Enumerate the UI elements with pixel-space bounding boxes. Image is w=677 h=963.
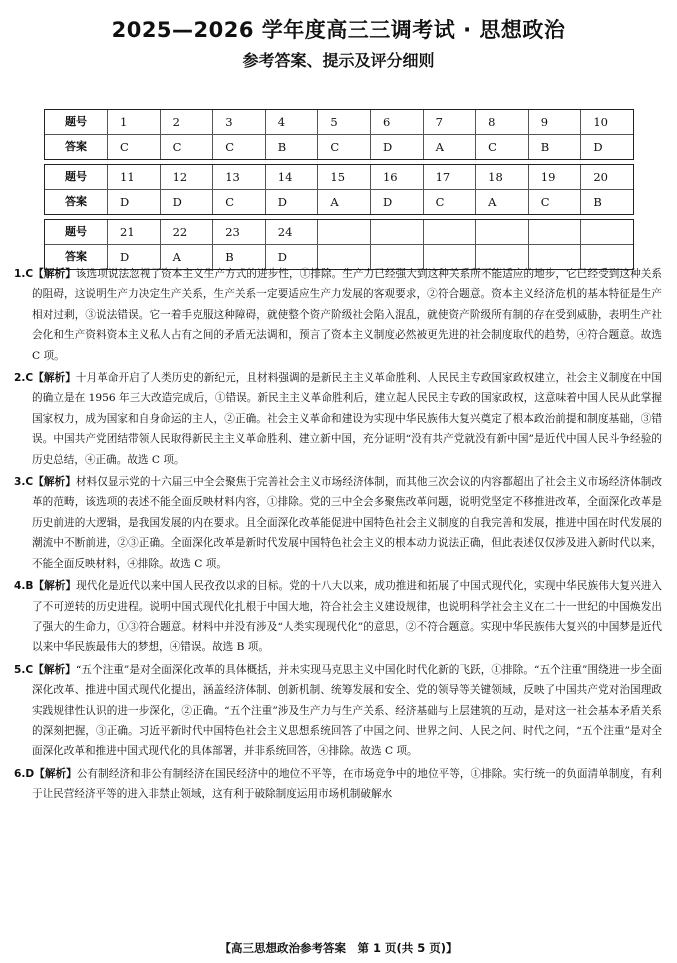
answer-cell: A: [160, 245, 213, 269]
question-number-cell: 15: [317, 165, 370, 189]
question-number-cell: 4: [265, 110, 318, 134]
question-number-cell: 22: [160, 220, 213, 244]
answer-block: [44, 109, 634, 160]
answer-cell: C: [475, 135, 528, 159]
answer-cell: D: [265, 190, 318, 214]
answer-cell: D: [580, 135, 633, 159]
question-number-cell: 21: [107, 220, 160, 244]
question-number-row: [45, 110, 633, 135]
answer-header: 答案: [65, 140, 87, 153]
answer-cell: D: [265, 245, 318, 269]
question-number-cell: 6: [370, 110, 423, 134]
question-number-cell: [580, 220, 633, 244]
question-number-cell: 11: [107, 165, 160, 189]
answer-cell: B: [265, 135, 318, 159]
answer-cell: B: [528, 135, 581, 159]
question-number-cell: [423, 220, 476, 244]
explanation-text: 该选项说法忽视了资本主义生产方式的进步性，①排除。生产力已经强大到这种关系所不能适应的地步，它已经受到这种关系的阻碍，这说明生产力决定生产关系，生产关系一定要适应生产力发展的客观要求，②符合题意。资本主义经济危机的基本特征是生产相对过剩，③说法错误。它一着手克服这种障碍，就使整个资产阶级社会陷入混乱，就使资产阶级所有制的存在受到威胁，表明生产社会化和生产资料资本主义私人占有之间的矛盾无法调和，预言了资本主义制度必然被更先进的社会制度取代的趋势，④符合题意。故选 C 项。: [32, 268, 663, 362]
question-number-cell: 2: [160, 110, 213, 134]
question-number-cell: 20: [580, 165, 633, 189]
question-number-cell: 10: [580, 110, 633, 134]
answer-cell: D: [370, 190, 423, 214]
question-number-cell: [528, 220, 581, 244]
explanation-item: [14, 368, 662, 470]
question-number-cell: 17: [423, 165, 476, 189]
question-number-cell: 7: [423, 110, 476, 134]
explanation-text: 现代化是近代以来中国人民孜孜以求的目标。党的十八大以来，成功推进和拓展了中国式现代化，实现中华民族伟大复兴进入了不可逆转的历史进程。说明中国式现代化扎根于中国大地，符合社会主义建设规律，也说明科学社会主义在二十一世纪的中国焕发出了强大的生命力，①③符合题意。材料中并没有涉及“人类实现现代化”的意思，②不符合题意。实现中华民族伟大复兴的中国梦是近代以来中华民族最伟大的梦想，④错误。故选 B 项。: [32, 580, 662, 654]
page-footer: 【高三思想政治参考答案 第 1 页(共 5 页)】: [219, 941, 458, 955]
answer-cell: C: [160, 135, 213, 159]
answer-cell: A: [475, 190, 528, 214]
question-number-cell: 9: [528, 110, 581, 134]
page-title: 2025—2026 学年度高三三调考试 · 思想政治: [111, 18, 566, 42]
page-subtitle: 参考答案、提示及评分细则: [242, 51, 435, 70]
answer-cell: D: [160, 190, 213, 214]
answer-cell: D: [107, 190, 160, 214]
answer-cell: C: [317, 135, 370, 159]
question-number-cell: [475, 220, 528, 244]
question-number-cell: 14: [265, 165, 318, 189]
question-number-cell: 16: [370, 165, 423, 189]
explanation-list: [14, 264, 662, 807]
question-number-cell: 12: [160, 165, 213, 189]
question-number-cell: 3: [212, 110, 265, 134]
question-number-cell: 18: [475, 165, 528, 189]
answer-table: [44, 109, 634, 274]
question-number-cell: 5: [317, 110, 370, 134]
answer-cell: C: [528, 190, 581, 214]
explanation-item: [14, 472, 662, 574]
question-number-row: [45, 220, 633, 245]
explanation-lead: 4.B【解析】: [14, 580, 77, 593]
answer-header: 答案: [65, 195, 87, 208]
answer-cell: C: [423, 190, 476, 214]
question-number-cell: [370, 220, 423, 244]
explanation-lead: 1.C【解析】: [14, 268, 76, 280]
question-number-header: 题号: [65, 225, 87, 238]
question-number-header: 题号: [65, 170, 87, 183]
answer-row: [45, 135, 633, 159]
explanation-item: [14, 264, 662, 366]
answer-cell: B: [212, 245, 265, 269]
explanation-lead: 2.C【解析】: [14, 372, 76, 385]
question-number-header: 题号: [65, 115, 87, 128]
question-number-cell: 23: [212, 220, 265, 244]
answer-header: 答案: [65, 250, 87, 263]
question-number-cell: 8: [475, 110, 528, 134]
answer-block: [44, 219, 634, 270]
question-number-row: [45, 165, 633, 190]
explanation-lead: 5.C【解析】: [14, 663, 76, 676]
answer-block: [44, 164, 634, 215]
explanation-lead: 3.C【解析】: [14, 476, 76, 489]
answer-row: [45, 190, 633, 214]
question-number-cell: 13: [212, 165, 265, 189]
question-number-cell: 19: [528, 165, 581, 189]
explanation-lead: 6.D【解析】: [14, 767, 77, 780]
explanation-text: 公有制经济和非公有制经济在国民经济中的地位不平等，在市场竞争中的地位平等，①排除。实行统一的负面清单制度，有利于让民营经济平等的进入非禁止领域，这有利于破除制度运用市场机制破解水: [32, 767, 662, 801]
explanation-item: [14, 576, 662, 658]
explanation-text: 十月革命开启了人类历史的新纪元，且材料强调的是新民主主义革命胜利、人民民主专政国家政权建立，社会主义制度在中国的确立是在 1956 年三大改造完成后，①错误。新民主主义革命胜利后，建立起人民民主专政的国家政权，这意味着中国人民从此掌握国家权力，成为国家和自身命运的主人，②正确。社会主义革命和建设为实现中华民族伟大复兴奠定了根本政治前提和制度基础，③错误。中国共产党团结带领人民取得新民主主义革命胜利、建立新中国，充分证明“没有共产党就没有新中国”是近代中国人民斗争经验的历史总结，④正确。故选 C 项。: [32, 372, 663, 466]
answer-cell: D: [370, 135, 423, 159]
answer-cell: C: [107, 135, 160, 159]
explanation-text: “五个注重”是对全面深化改革的具体概括，并未实现马克思主义中国化时代化新的飞跃，①排除。“五个注重”围绕进一步全面深化改革、推进中国式现代化提出，涵盖经济体制、创新机制、统筹发展和安全、党的领导等关键领域，反映了中国共产党对治国理政实践规律性认识的进一步深化，②正确。“五个注重”涉及生产力与生产关系、经济基础与上层建筑的互动，是对这一社会基本矛盾关系的深刻把握，③正确。习近平新时代中国特色社会主义思想系统回答了中国之问、世界之问、人民之问、时代之问，“五个注重”是对全面深化改革和推进中国式现代化的具体部署，并非系统回答，④排除。故选 C 项。: [32, 663, 662, 758]
question-number-cell: 24: [265, 220, 318, 244]
answer-cell: A: [317, 190, 370, 214]
question-number-cell: [317, 220, 370, 244]
answer-cell: C: [212, 190, 265, 214]
answer-cell: D: [107, 245, 160, 269]
answer-cell: C: [212, 135, 265, 159]
explanation-text: 材料仅显示党的十六届三中全会聚焦于完善社会主义市场经济体制，而其他三次会议的内容都超出了社会主义市场经济体制改革的范畴，该选项的表述不能全面反映材料内容，①排除。党的三中全会多聚焦改革问题，说明党坚定不移推进改革，全面深化改革是历史前进的大逻辑，是我国发展的内在要求。且全面深化改革能促进中国特色社会主义制度的自我完善和发展，推进中国在时代发展的潮流中不断前进，②③正确。全面深化改革是新时代发展中国特色社会主义的根本动力说法正确，但此表述仅仅涉及进入新时代以来，不能全面反映材料，④排除。故选 C 项。: [32, 476, 663, 570]
question-number-cell: 1: [107, 110, 160, 134]
answer-cell: A: [423, 135, 476, 159]
explanation-item: [14, 764, 662, 805]
answer-cell: B: [580, 190, 633, 214]
explanation-item: [14, 660, 662, 762]
